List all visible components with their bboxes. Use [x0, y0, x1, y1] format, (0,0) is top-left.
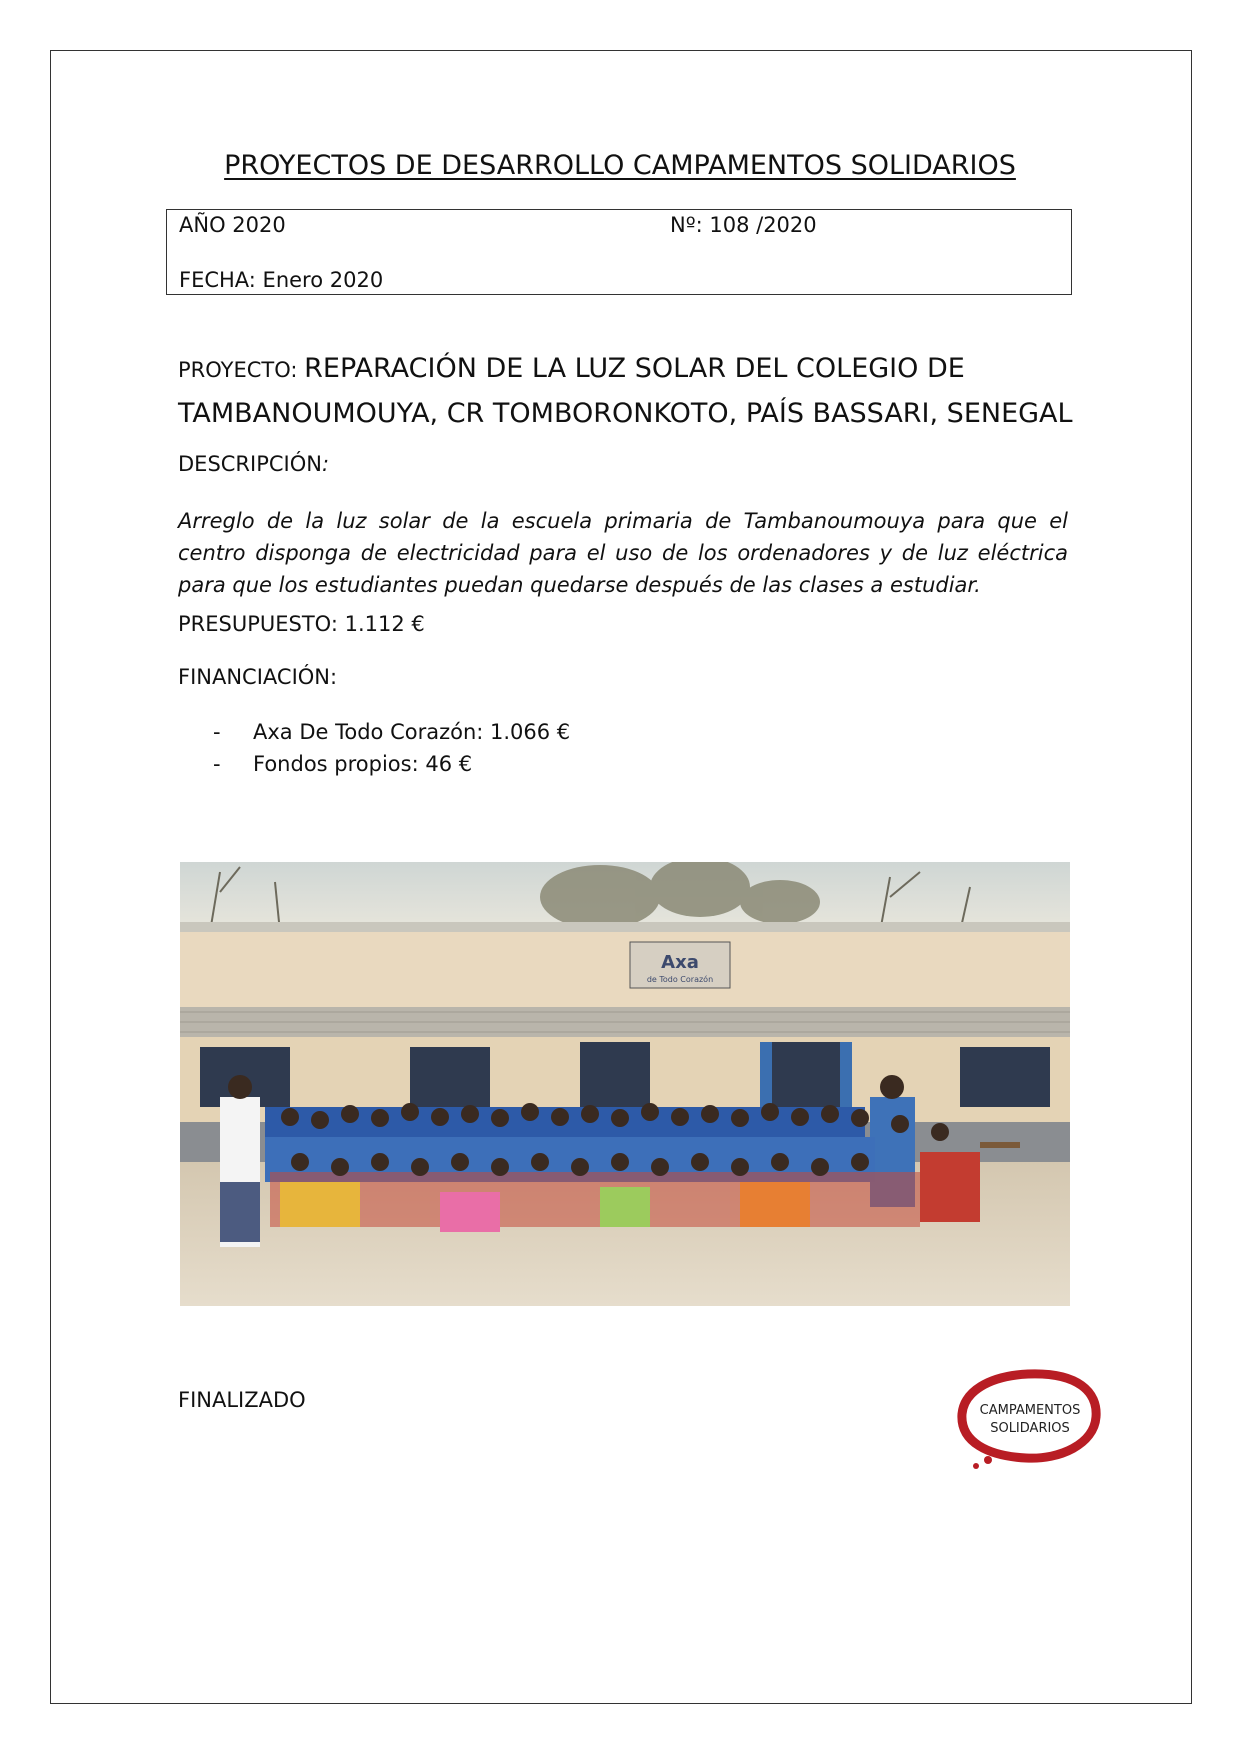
campamentos-solidarios-logo	[948, 1362, 1108, 1472]
description-text: Arreglo de la luz solar de la escuela primaria de Tambanoumouya para que el centro disponga de electricidad para el uso de los ordenadores y de luz eléctrica para que los estudiantes puedan quedarse después de las clases a estudiar.	[178, 509, 1068, 597]
school-group-photo	[180, 862, 1070, 1306]
financing-item-axa: Axa De Todo Corazón: 1.066 €	[253, 720, 571, 744]
meta-box	[166, 209, 1072, 295]
project-title: REPARACIÓN DE LA LUZ SOLAR DEL COLEGIO DE TAMBANOUMOUYA, CR TOMBORONKOTO, PAÍS BASSARI, SENEGAL	[178, 353, 1073, 429]
budget: PRESUPUESTO: 1.112 €	[178, 612, 425, 636]
description-label: DESCRIPCIÓN	[178, 452, 322, 476]
financing-label: FINANCIACIÓN:	[178, 665, 338, 689]
financing-list	[213, 716, 570, 780]
status-label: FINALIZADO	[178, 1388, 306, 1412]
list-item	[213, 716, 570, 748]
photo-sign-text: Axa	[661, 952, 699, 973]
photo-sign-sub: de Todo Corazón	[646, 975, 714, 984]
number-field: Nº: 108 /2020	[670, 213, 817, 237]
logo-line-1: CAMPAMENTOS	[979, 1403, 1081, 1418]
financing-item-own-funds: Fondos propios: 46 €	[253, 752, 473, 776]
description-colon: :	[321, 452, 330, 476]
date-field: FECHA: Enero 2020	[179, 268, 384, 292]
project-block	[178, 348, 1078, 438]
project-label: PROYECTO:	[178, 358, 305, 382]
logo-line-2: SOLIDARIOS	[990, 1421, 1070, 1436]
list-dash: -	[213, 752, 221, 776]
list-dash: -	[213, 720, 221, 744]
page-title: PROYECTOS DE DESARROLLO CAMPAMENTOS SOLIDARIOS	[224, 150, 1016, 181]
list-item	[213, 748, 570, 780]
year-field: AÑO 2020	[179, 213, 286, 237]
description-label-block	[178, 452, 329, 476]
